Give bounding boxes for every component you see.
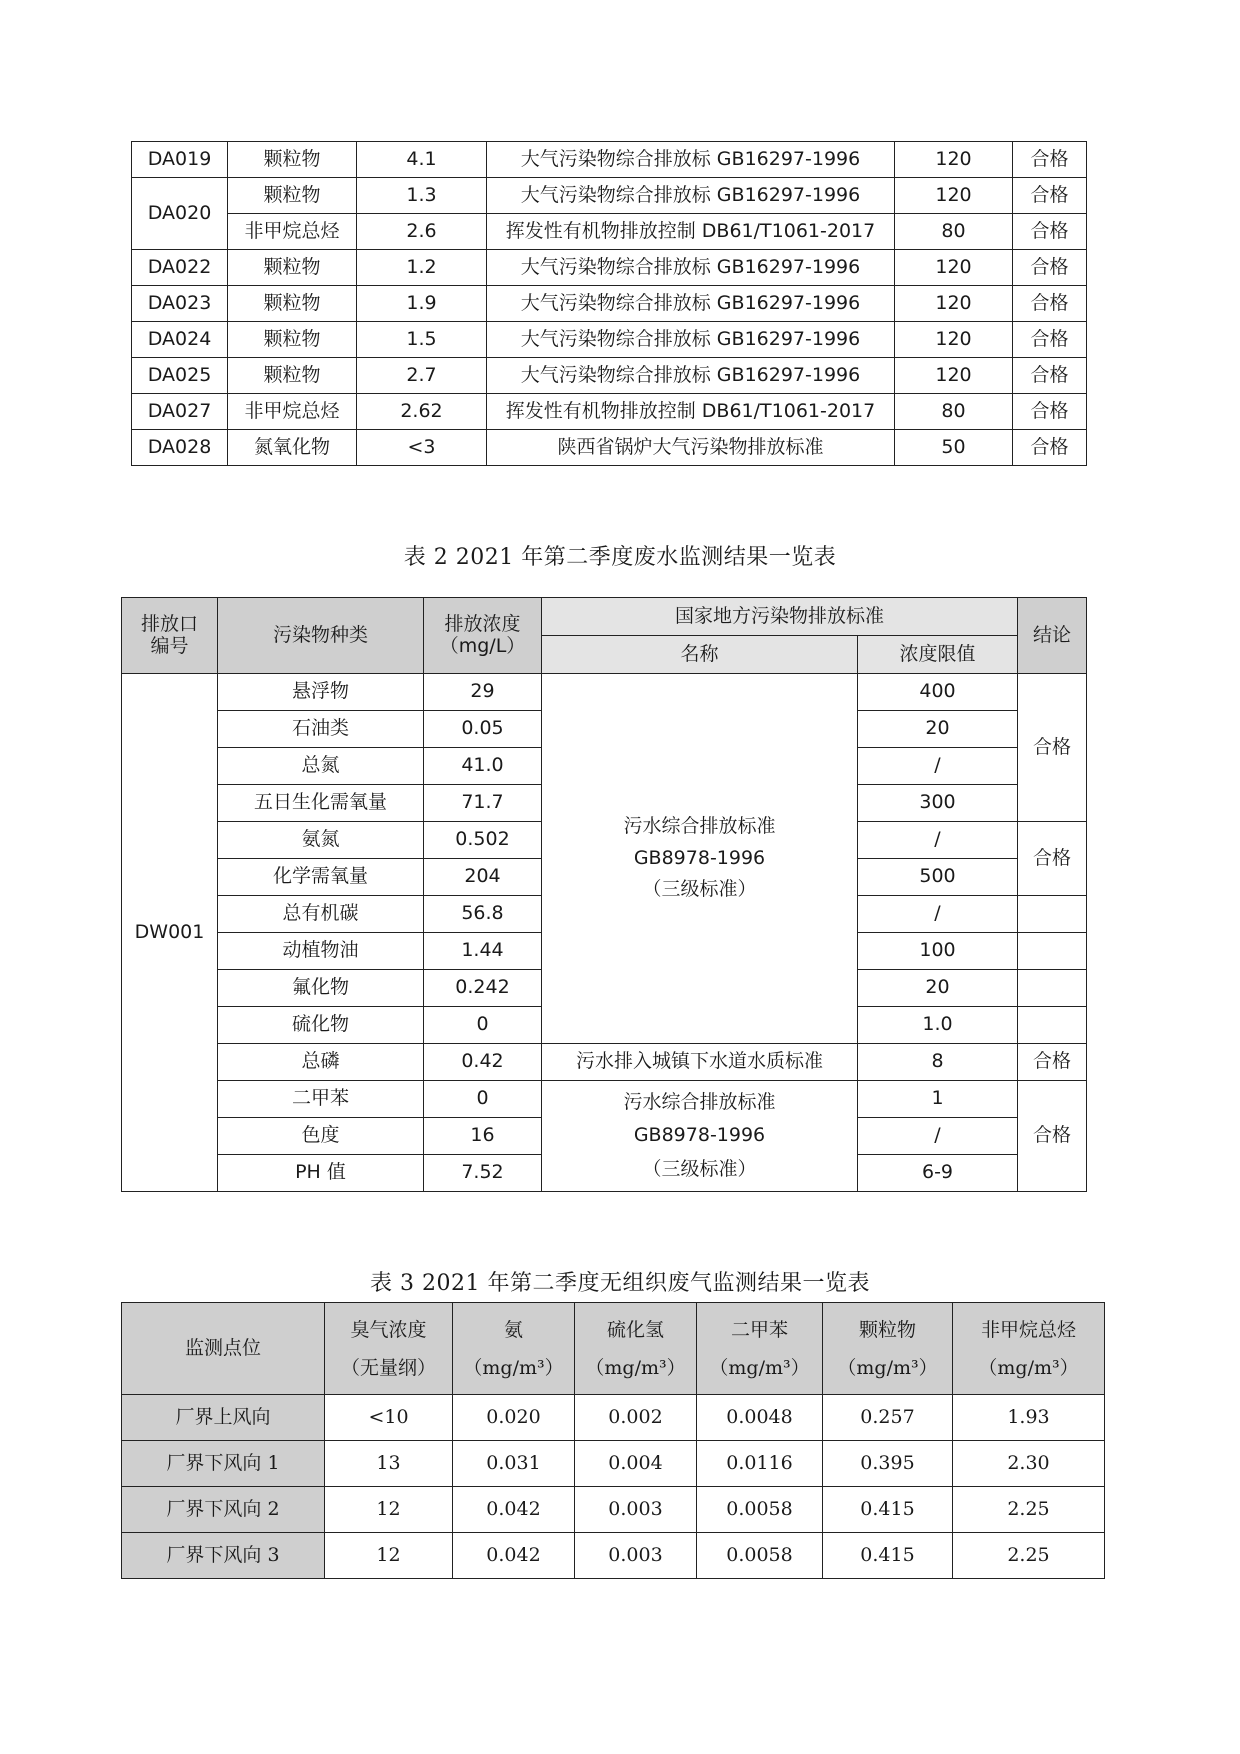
pollutant-header: 污染物种类 [218,598,424,674]
measured-value: 0 [424,1007,542,1044]
result: 合格 [1013,178,1087,214]
standard-name: 大气污染物综合排放标 GB16297-1996 [487,142,895,178]
standard-name: 污水排入城镇下水道水质标准 [542,1044,858,1081]
pollutant: 石油类 [218,711,424,748]
outlet-id: DA025 [132,358,228,394]
wastewater-table [121,597,1087,1192]
result: 合格 [1018,1081,1087,1192]
cell-value: 0.0116 [697,1441,823,1487]
pollutant: 总氮 [218,748,424,785]
outlet-header: 排放口 编号 [122,598,218,674]
result-empty [1018,970,1087,1007]
limit-value: / [858,896,1018,933]
pollutant: 悬浮物 [218,674,424,711]
cell-value: 0.0058 [697,1487,823,1533]
result: 合格 [1018,822,1087,896]
cell-value: 0.0048 [697,1395,823,1441]
cell-value: 0.002 [575,1395,697,1441]
result: 合格 [1013,250,1087,286]
result-empty [1018,896,1087,933]
pollutant: 颗粒物 [228,250,357,286]
pollutant: 非甲烷总烃 [228,394,357,430]
limit-value: 500 [858,859,1018,896]
table-row [132,178,1087,214]
measured-value: 2.62 [357,394,487,430]
table-row [122,1533,1105,1579]
limit-header: 浓度限值 [858,636,1018,674]
limit-value: 120 [895,322,1013,358]
pollutant: 动植物油 [218,933,424,970]
result: 合格 [1013,214,1087,250]
cell-value: <10 [325,1395,453,1441]
table-row [132,322,1087,358]
result-empty [1018,1007,1087,1044]
table-row [132,394,1087,430]
result-header: 结论 [1018,598,1087,674]
pollutant: 颗粒物 [228,178,357,214]
result: 合格 [1018,1044,1087,1081]
standard-name: 大气污染物综合排放标 GB16297-1996 [487,286,895,322]
pollutant: 色度 [218,1118,424,1155]
cell-value: 0.042 [453,1487,575,1533]
table-row [122,674,1087,711]
table-row [122,1395,1105,1441]
cell-value: 0.020 [453,1395,575,1441]
cell-value: 0.004 [575,1441,697,1487]
limit-value: / [858,1118,1018,1155]
cell-value: 2.25 [953,1487,1105,1533]
outlet-id: DA020 [132,178,228,250]
measured-value: 71.7 [424,785,542,822]
result: 合格 [1018,674,1087,822]
pollutant: 总有机碳 [218,896,424,933]
outlet-id: DW001 [122,674,218,1192]
cell-value: 13 [325,1441,453,1487]
limit-value: 6-9 [858,1155,1018,1192]
limit-value: 50 [895,430,1013,466]
pollutant: 颗粒物 [228,286,357,322]
standard-name: 挥发性有机物排放控制 DB61/T1061-2017 [487,394,895,430]
standard-name: 大气污染物综合排放标 GB16297-1996 [487,250,895,286]
pollutant: 化学需氧量 [218,859,424,896]
standard-name: 挥发性有机物排放控制 DB61/T1061-2017 [487,214,895,250]
standard-name: 陕西省锅炉大气污染物排放标准 [487,430,895,466]
cell-value: 12 [325,1533,453,1579]
site-label: 厂界下风向 3 [122,1533,325,1579]
table-row [122,1487,1105,1533]
result: 合格 [1013,142,1087,178]
pollutant: 硫化物 [218,1007,424,1044]
table2-caption: 表 2 2021 年第二季度废水监测结果一览表 [403,545,837,570]
measured-value: 0 [424,1081,542,1118]
pollutant: 氨氮 [218,822,424,859]
standard-name: 大气污染物综合排放标 GB16297-1996 [487,178,895,214]
measured-value: 0.502 [424,822,542,859]
limit-value: 400 [858,674,1018,711]
xylene-header: 二甲苯 （mg/m³） [697,1303,823,1395]
measured-value: 2.6 [357,214,487,250]
cell-value: 0.031 [453,1441,575,1487]
measured-value: <3 [357,430,487,466]
pollutant: 氮氧化物 [228,430,357,466]
limit-value: 80 [895,214,1013,250]
standard-name: 大气污染物综合排放标 GB16297-1996 [487,358,895,394]
limit-value: 120 [895,178,1013,214]
table-row [122,1044,1087,1081]
site-label: 厂界下风向 2 [122,1487,325,1533]
concentration-header: 排放浓度 （mg/L） [424,598,542,674]
table-row [132,142,1087,178]
cell-value: 0.0058 [697,1533,823,1579]
measured-value: 2.7 [357,358,487,394]
cell-value: 2.25 [953,1533,1105,1579]
measured-value: 4.1 [357,142,487,178]
result: 合格 [1013,286,1087,322]
limit-value: 100 [858,933,1018,970]
h2s-header: 硫化氢 （mg/m³） [575,1303,697,1395]
measured-value: 1.2 [357,250,487,286]
ammonia-header: 氨 （mg/m³） [453,1303,575,1395]
cell-value: 0.042 [453,1533,575,1579]
measured-value: 7.52 [424,1155,542,1192]
outlet-id: DA019 [132,142,228,178]
standard-name: 污水综合排放标准 GB8978-1996 （三级标准） [542,674,858,1044]
pollutant: 二甲苯 [218,1081,424,1118]
measured-value: 29 [424,674,542,711]
cell-value: 0.003 [575,1487,697,1533]
outlet-id: DA022 [132,250,228,286]
cell-value: 12 [325,1487,453,1533]
table-row [132,430,1087,466]
measured-value: 204 [424,859,542,896]
table-row [132,250,1087,286]
table-row [132,286,1087,322]
standard-name: 大气污染物综合排放标 GB16297-1996 [487,322,895,358]
outlet-id: DA023 [132,286,228,322]
fugitive-gas-table [121,1302,1105,1579]
outlet-id: DA027 [132,394,228,430]
pollutant: 五日生化需氧量 [218,785,424,822]
cell-value: 0.395 [823,1441,953,1487]
table3-caption: 表 3 2021 年第二季度无组织废气监测结果一览表 [370,1271,870,1296]
limit-value: 80 [895,394,1013,430]
measured-value: 41.0 [424,748,542,785]
limit-value: 20 [858,970,1018,1007]
limit-value: 300 [858,785,1018,822]
standard-group-header: 国家地方污染物排放标准 [542,598,1018,636]
measured-value: 1.44 [424,933,542,970]
cell-value: 0.257 [823,1395,953,1441]
limit-value: 120 [895,358,1013,394]
limit-value: / [858,748,1018,785]
cell-value: 1.93 [953,1395,1105,1441]
pollutant: 颗粒物 [228,142,357,178]
site-header: 监测点位 [122,1303,325,1395]
cell-value: 0.415 [823,1487,953,1533]
pollutant: 颗粒物 [228,358,357,394]
measured-value: 1.3 [357,178,487,214]
nmhc-header: 非甲烷总烃 （mg/m³） [953,1303,1105,1395]
limit-value: 8 [858,1044,1018,1081]
measured-value: 0.42 [424,1044,542,1081]
result: 合格 [1013,430,1087,466]
result-empty [1018,933,1087,970]
site-label: 厂界下风向 1 [122,1441,325,1487]
pollutant: 颗粒物 [228,322,357,358]
cell-value: 0.415 [823,1533,953,1579]
measured-value: 1.5 [357,322,487,358]
header-row [122,1303,1105,1395]
limit-value: 120 [895,142,1013,178]
limit-value: 1.0 [858,1007,1018,1044]
odor-header: 臭气浓度 （无量纲） [325,1303,453,1395]
table-row [122,1441,1105,1487]
table-row [132,358,1087,394]
table-row [132,214,1087,250]
result: 合格 [1013,322,1087,358]
limit-value: 1 [858,1081,1018,1118]
measured-value: 1.9 [357,286,487,322]
air-emission-table-continued [131,141,1087,466]
measured-value: 0.242 [424,970,542,1007]
particulate-header: 颗粒物 （mg/m³） [823,1303,953,1395]
site-label: 厂界上风向 [122,1395,325,1441]
table-row [122,1081,1087,1118]
result: 合格 [1013,358,1087,394]
limit-value: / [858,822,1018,859]
pollutant: 总磷 [218,1044,424,1081]
limit-value: 120 [895,286,1013,322]
standard-name-header: 名称 [542,636,858,674]
measured-value: 0.05 [424,711,542,748]
measured-value: 16 [424,1118,542,1155]
cell-value: 2.30 [953,1441,1105,1487]
header-row [122,598,1087,636]
outlet-id: DA024 [132,322,228,358]
result: 合格 [1013,394,1087,430]
outlet-id: DA028 [132,430,228,466]
measured-value: 56.8 [424,896,542,933]
pollutant: PH 值 [218,1155,424,1192]
limit-value: 120 [895,250,1013,286]
cell-value: 0.003 [575,1533,697,1579]
standard-name: 污水综合排放标准 GB8978-1996 （三级标准） [542,1081,858,1192]
pollutant: 氟化物 [218,970,424,1007]
pollutant: 非甲烷总烃 [228,214,357,250]
limit-value: 20 [858,711,1018,748]
